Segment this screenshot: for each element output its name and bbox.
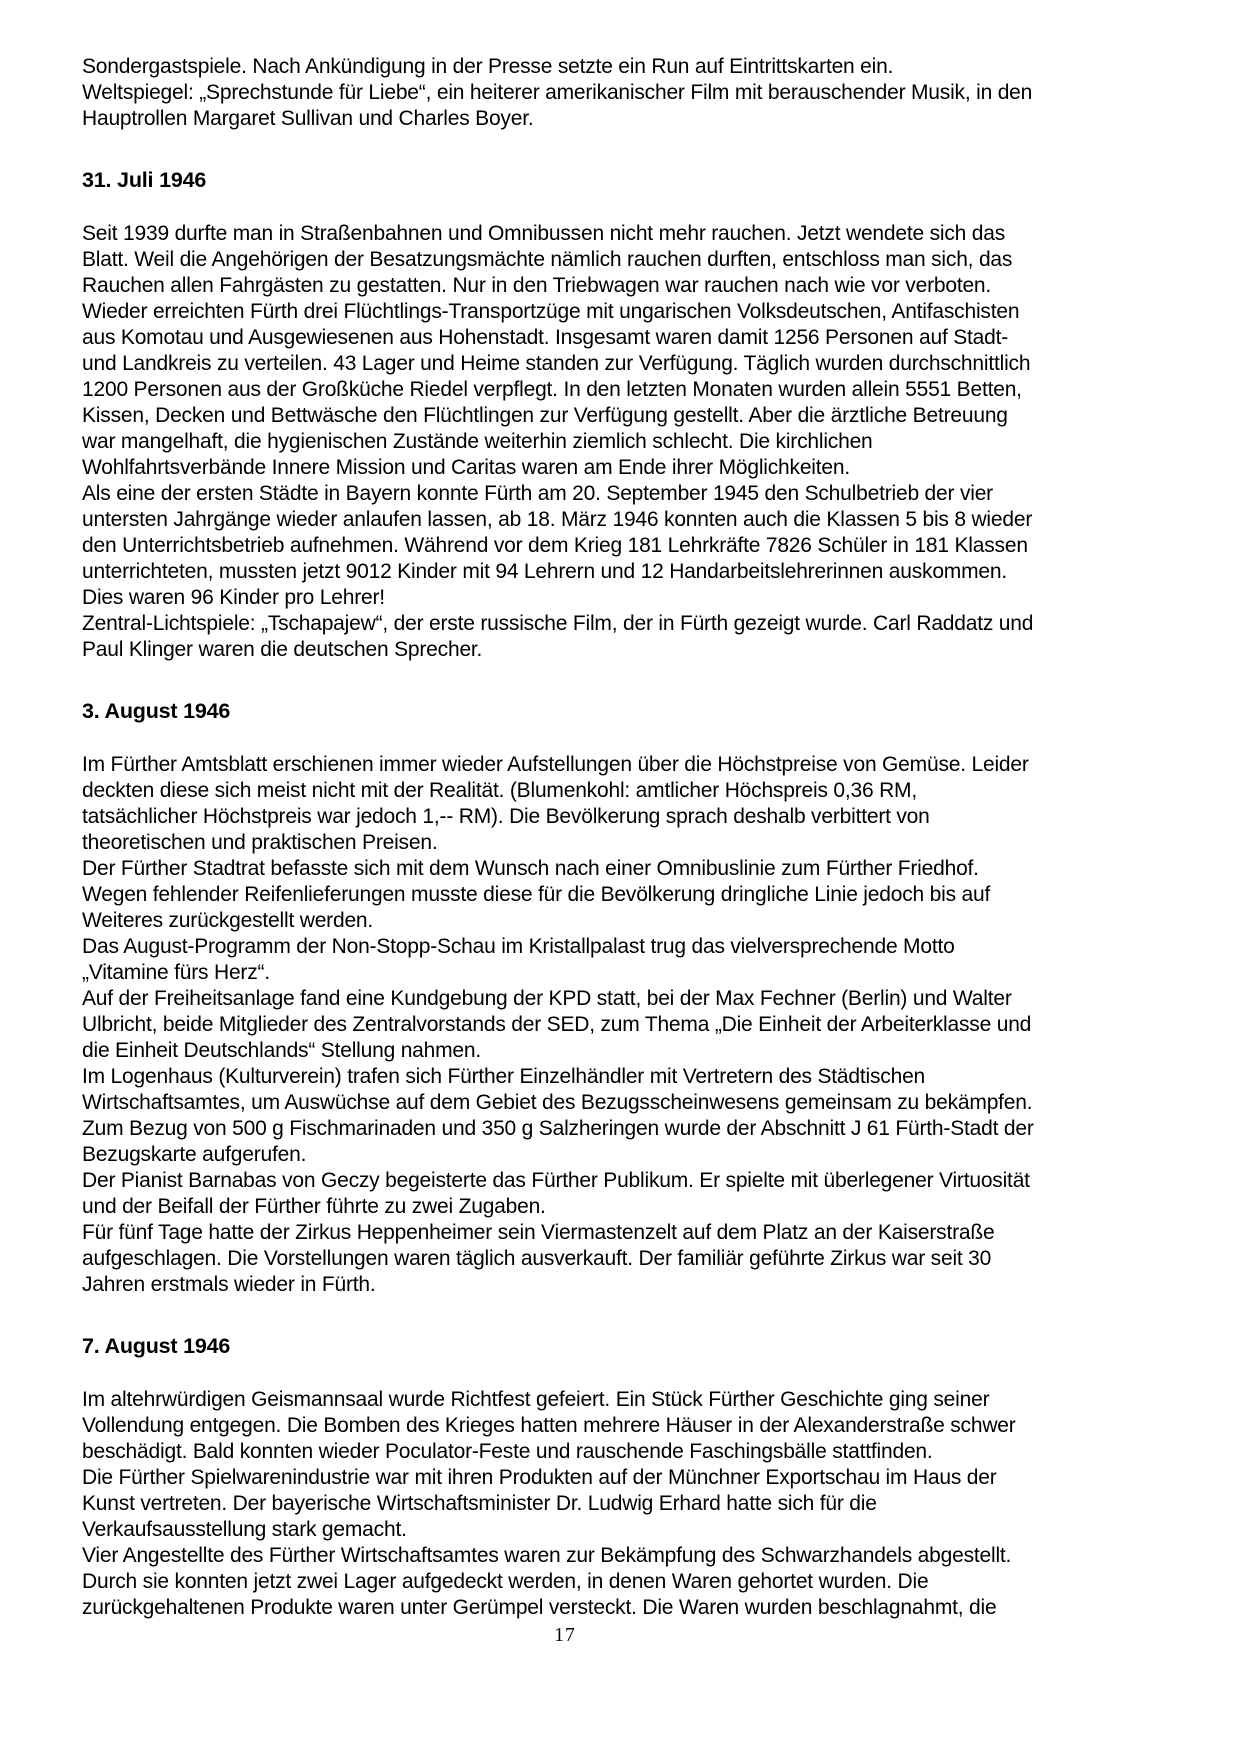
text-line: Auf der Freiheitsanlage fand eine Kundgebung der KPD statt, bei der Max Fechner (Berlin) und Walter bbox=[82, 987, 1012, 1010]
text-line: Wegen fehlender Reifenlieferungen musste diese für die Bevölkerung dringliche Linie jedoch bis auf bbox=[82, 883, 991, 906]
text-line: Dies waren 96 Kinder pro Lehrer! bbox=[82, 586, 385, 609]
text-line: die Einheit Deutschlands“ Stellung nahmen. bbox=[82, 1039, 482, 1062]
text-line: Seit 1939 durfte man in Straßenbahnen und Omnibussen nicht mehr rauchen. Jetzt wendete sich das bbox=[82, 222, 1006, 245]
document-body bbox=[82, 54, 1157, 1621]
text-line: Bezugskarte aufgerufen. bbox=[82, 1143, 307, 1166]
text-line: Wohlfahrtsverbände Innere Mission und Caritas waren am Ende ihrer Möglichkeiten. bbox=[82, 456, 851, 479]
text-line: Weiteres zurückgestellt werden. bbox=[82, 909, 374, 932]
text-line: Paul Klinger waren die deutschen Sprecher. bbox=[82, 638, 483, 661]
text-line: Die Fürther Spielwarenindustrie war mit ihren Produkten auf der Münchner Exportschau im Haus der bbox=[82, 1466, 997, 1489]
section-heading: 7. August 1946 bbox=[82, 1334, 231, 1358]
text-line: aufgeschlagen. Die Vorstellungen waren täglich ausverkauft. Der familiär geführte Zirkus war seit 30 bbox=[82, 1247, 992, 1270]
text-line: Vollendung entgegen. Die Bomben des Krieges hatten mehrere Häuser in der Alexanderstraße schwer bbox=[82, 1414, 1016, 1437]
paragraph bbox=[82, 752, 1157, 1298]
text-line: Sondergastspiele. Nach Ankündigung in der Presse setzte ein Run auf Eintrittskarten ein. bbox=[82, 55, 894, 78]
text-line: Zentral-Lichtspiele: „Tschapajew“, der erste russische Film, der in Fürth gezeigt wurde. Carl Raddatz und bbox=[82, 612, 1034, 635]
text-line: Wieder erreichten Fürth drei Flüchtlings-Transportzüge mit ungarischen Volksdeutschen, Antifaschisten bbox=[82, 300, 1020, 323]
text-line: Ulbricht, beide Mitglieder des Zentralvorstands der SED, zum Thema „Die Einheit der Arbeiterklasse und bbox=[82, 1013, 1032, 1036]
text-line: Für fünf Tage hatte der Zirkus Heppenheimer sein Viermastenzelt auf dem Platz an der Kaiserstraße bbox=[82, 1221, 995, 1244]
paragraph bbox=[82, 54, 1157, 132]
text-line: aus Komotau und Ausgewiesenen aus Hohenstadt. Insgesamt waren damit 1256 Personen auf Stadt- bbox=[82, 326, 1009, 349]
text-line: untersten Jahrgänge wieder anlaufen lassen, ab 18. März 1946 konnten auch die Klassen 5 bis 8 wieder bbox=[82, 508, 1033, 531]
text-line: war mangelhaft, die hygienischen Zustände weiterhin ziemlich schlecht. Die kirchlichen bbox=[82, 430, 873, 453]
section-heading: 3. August 1946 bbox=[82, 699, 231, 723]
text-line: Im Fürther Amtsblatt erschienen immer wieder Aufstellungen über die Höchstpreise von Gemüse. Leider bbox=[82, 753, 1029, 776]
text-line: Das August-Programm der Non-Stopp-Schau im Kristallpalast trug das vielversprechende Motto bbox=[82, 935, 955, 958]
text-line: Jahren erstmals wieder in Fürth. bbox=[82, 1273, 376, 1296]
text-line: deckten diese sich meist nicht mit der Realität. (Blumenkohl: amtlicher Höchspreis 0,36 RM, bbox=[82, 779, 917, 802]
section-heading: 31. Juli 1946 bbox=[82, 168, 207, 192]
paragraph bbox=[82, 221, 1157, 663]
text-line: unterrichteten, mussten jetzt 9012 Kinder mit 94 Lehrern und 12 Handarbeitslehrerinnen auskommen. bbox=[82, 560, 1007, 583]
page-number: 17 bbox=[554, 1625, 576, 1646]
text-line: 1200 Personen aus der Großküche Riedel verpflegt. In den letzten Monaten wurden allein 5551 Betten, bbox=[82, 378, 1022, 401]
text-line: zurückgehaltenen Produkte waren unter Gerümpel versteckt. Die Waren wurden beschlagnahmt, die bbox=[82, 1596, 997, 1619]
text-line: Der Fürther Stadtrat befasste sich mit dem Wunsch nach einer Omnibuslinie zum Fürther Friedhof. bbox=[82, 857, 979, 880]
text-line: Als eine der ersten Städte in Bayern konnte Fürth am 20. September 1945 den Schulbetrieb der vier bbox=[82, 482, 993, 505]
text-line: Weltspiegel: „Sprechstunde für Liebe“, ein heiterer amerikanischer Film mit berauschender Musik, in den bbox=[82, 81, 1033, 104]
text-line: Vier Angestellte des Fürther Wirtschaftsamtes waren zur Bekämpfung des Schwarzhandels abgestellt. bbox=[82, 1544, 1012, 1567]
text-line: und Landkreis zu verteilen. 43 Lager und Heime standen zur Verfügung. Täglich wurden durchschnittlich bbox=[82, 352, 1031, 375]
text-line: Durch sie konnten jetzt zwei Lager aufgedeckt werden, in denen Waren gehortet wurden. Die bbox=[82, 1570, 929, 1593]
text-line: Blatt. Weil die Angehörigen der Besatzungsmächte nämlich rauchen durften, entschloss man sich, das bbox=[82, 248, 1013, 271]
paragraph bbox=[82, 1387, 1157, 1621]
text-line: Hauptrollen Margaret Sullivan und Charles Boyer. bbox=[82, 107, 534, 130]
text-line: Kissen, Decken und Bettwäsche den Flüchtlingen zur Verfügung gestellt. Aber die ärztliche Betreuung bbox=[82, 404, 1008, 427]
text-line: den Unterrichtsbetrieb aufnehmen. Während vor dem Krieg 181 Lehrkräfte 7826 Schüler in 181 Klassen bbox=[82, 534, 1028, 557]
text-line: theoretischen und praktischen Preisen. bbox=[82, 831, 438, 854]
text-line: „Vitamine fürs Herz“. bbox=[82, 961, 270, 984]
text-line: und der Beifall der Fürther führte zu zwei Zugaben. bbox=[82, 1195, 546, 1218]
text-line: Rauchen allen Fahrgästen zu gestatten. Nur in den Triebwagen war rauchen nach wie vor verboten. bbox=[82, 274, 992, 297]
text-line: Im Logenhaus (Kulturverein) trafen sich Fürther Einzelhändler mit Vertretern des Städtischen bbox=[82, 1065, 926, 1088]
text-line: Wirtschaftsamtes, um Auswüchse auf dem Gebiet des Bezugsscheinwesens gemeinsam zu bekämpfen. bbox=[82, 1091, 1033, 1114]
text-line: Im altehrwürdigen Geismannsaal wurde Richtfest gefeiert. Ein Stück Fürther Geschichte ging seiner bbox=[82, 1388, 990, 1411]
text-line: Kunst vertreten. Der bayerische Wirtschaftsminister Dr. Ludwig Erhard hatte sich für die bbox=[82, 1492, 877, 1515]
text-line: beschädigt. Bald konnten wieder Poculator-Feste und rauschende Faschingsbälle stattfinden. bbox=[82, 1440, 933, 1463]
text-line: Der Pianist Barnabas von Geczy begeisterte das Fürther Publikum. Er spielte mit überlegener Virtuosität bbox=[82, 1169, 1030, 1192]
text-line: tatsächlicher Höchstpreis war jedoch 1,-- RM). Die Bevölkerung sprach deshalb verbittert von bbox=[82, 805, 930, 828]
text-line: Zum Bezug von 500 g Fischmarinaden und 350 g Salzheringen wurde der Abschnitt J 61 Fürth-Stadt der bbox=[82, 1117, 1034, 1140]
page-footer bbox=[82, 1624, 1048, 1648]
text-line: Verkaufsausstellung stark gemacht. bbox=[82, 1518, 407, 1541]
